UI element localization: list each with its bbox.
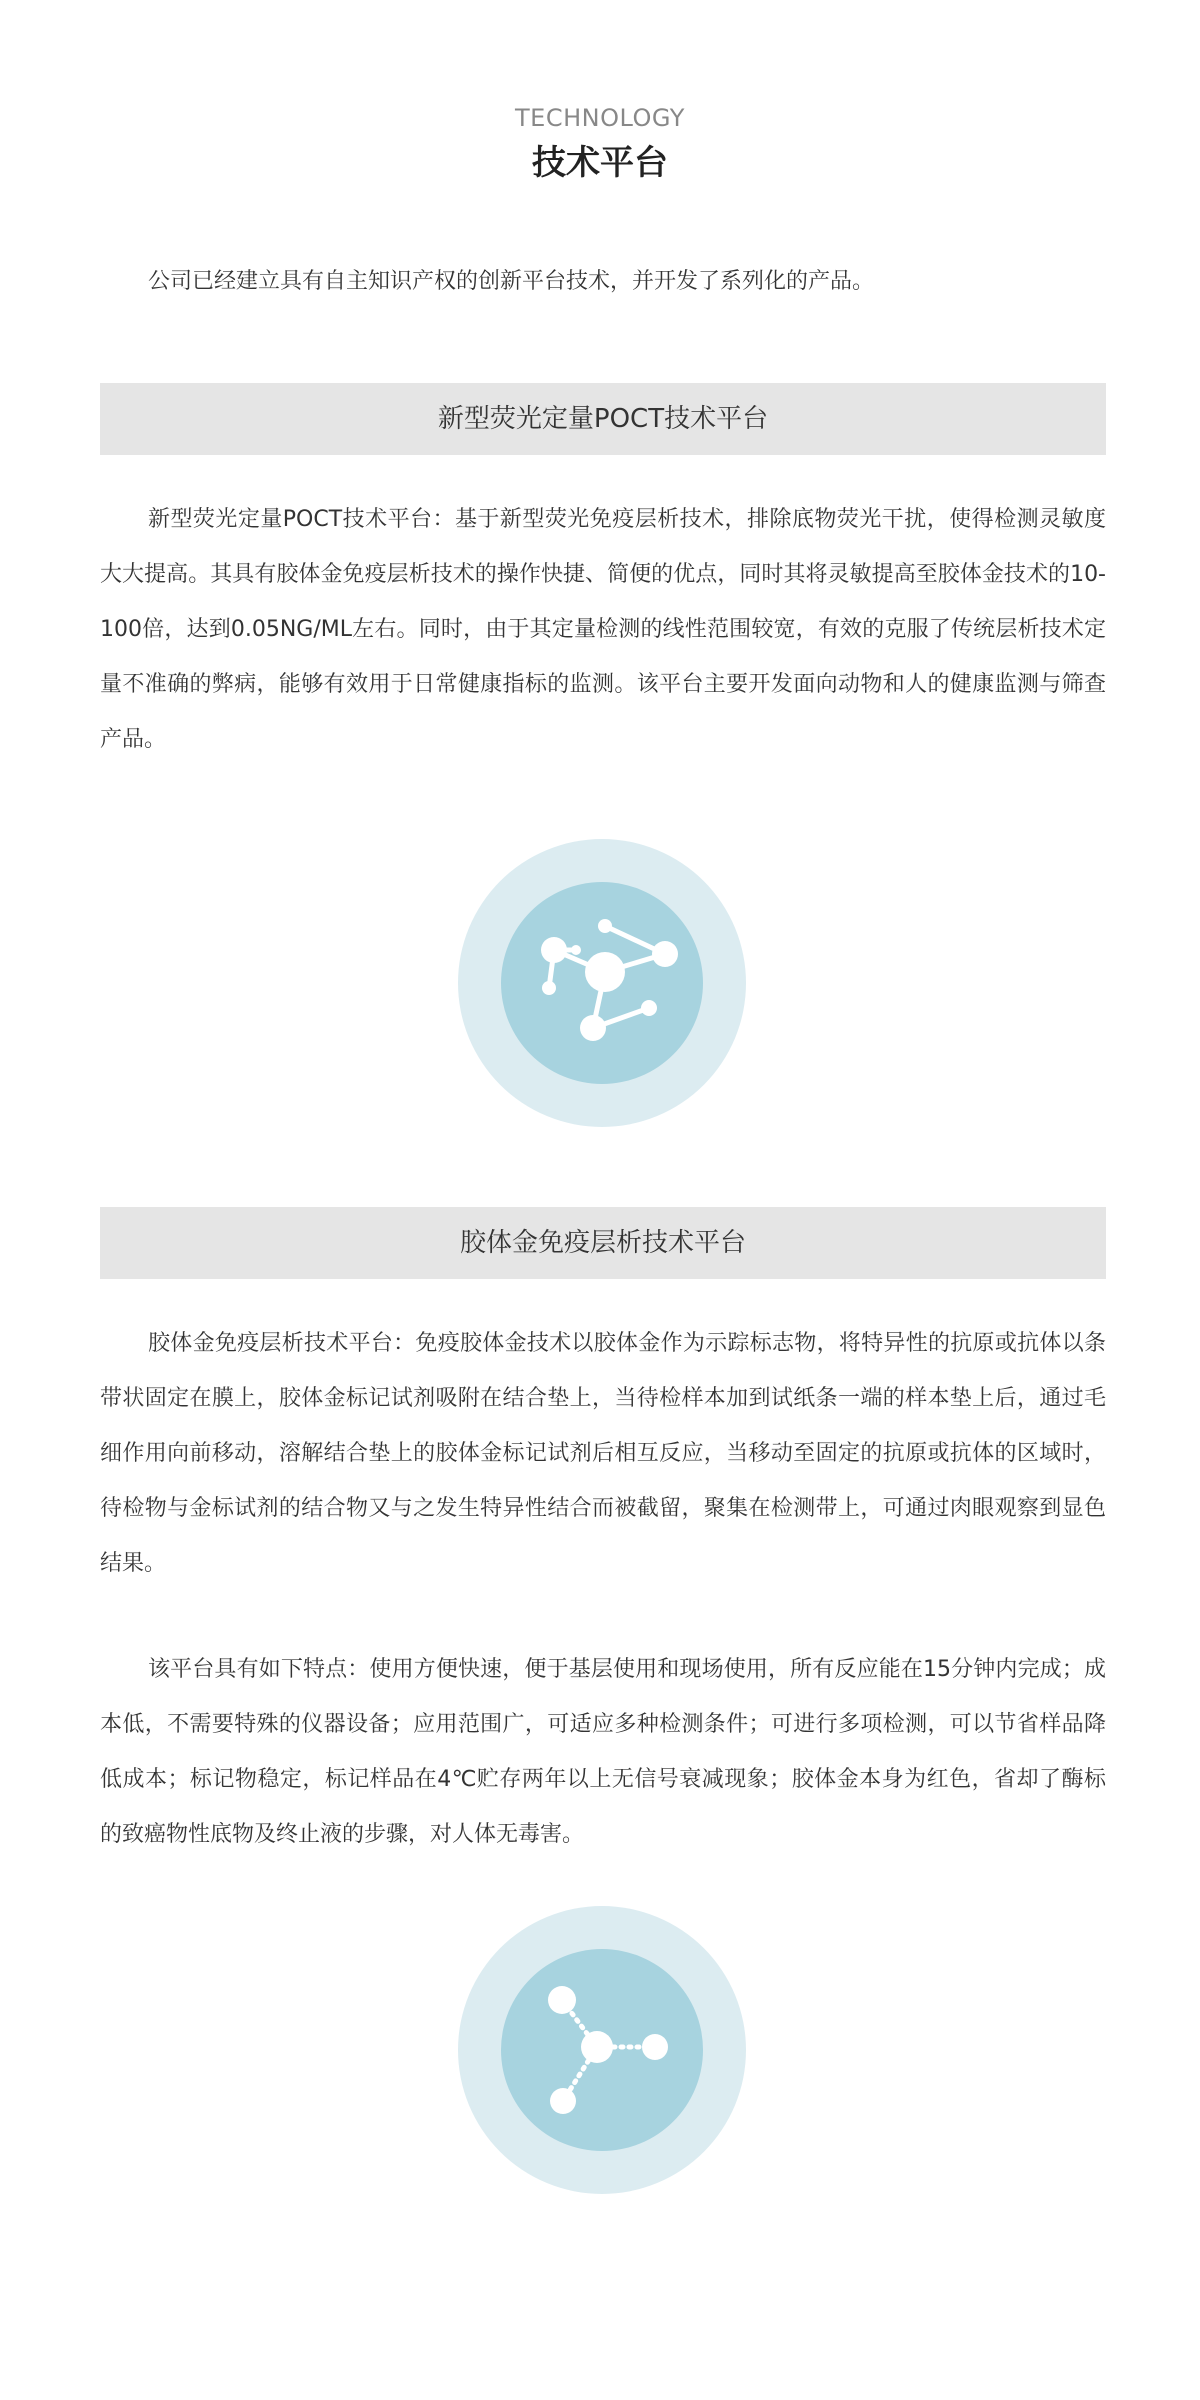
section-heading-fluorescence: 新型荧光定量POCT技术平台	[100, 383, 1106, 455]
page-title: 技术平台	[532, 143, 668, 183]
molecule-network-icon	[457, 838, 747, 1128]
section-heading-colloidal-gold: 胶体金免疫层析技术平台	[100, 1207, 1106, 1279]
section-paragraph-fluorescence: 新型荧光定量POCT技术平台：基于新型荧光免疫层析技术，排除底物荧光干扰，使得检测灵敏度大大提高。其具有胶体金免疫层析技术的操作快捷、简便的优点，同时其将灵敏提高至胶体金技术的10-100倍，达到0.05NG/ML左右。同时，由于其定量检测的线性范围较宽，有效的克服了传统层析技术定量不准确的弊病，能够有效用于日常健康指标的监测。该平台主要开发面向动物和人的健康监测与筛查产品。	[100, 507, 1106, 752]
molecule-branch-icon	[457, 1905, 747, 2195]
section-paragraph-colloidal-gold: 胶体金免疫层析技术平台：免疫胶体金技术以胶体金作为示踪标志物，将特异性的抗原或抗体以条带状固定在膜上，胶体金标记试剂吸附在结合垫上，当待检样本加到试纸条一端的样本垫上后，通过毛细作用向前移动，溶解结合垫上的胶体金标记试剂后相互反应，当移动至固定的抗原或抗体的区域时，待检物与金标试剂的结合物又与之发生特异性结合而被截留，聚集在检测带上，可通过肉眼观察到显色结果。	[100, 1331, 1106, 1576]
section-eyebrow: TECHNOLOGY	[515, 104, 685, 132]
intro-paragraph: 公司已经建立具有自主知识产权的创新平台技术，并开发了系列化的产品。	[148, 269, 875, 294]
section-paragraph-features: 该平台具有如下特点：使用方便快速，便于基层使用和现场使用，所有反应能在15分钟内完成；成本低，不需要特殊的仪器设备；应用范围广，可适应多种检测条件；可进行多项检测，可以节省样品降低成本；标记物稳定，标记样品在4℃贮存两年以上无信号衰减现象；胶体金本身为红色，省却了酶标的致癌物性底物及终止液的步骤，对人体无毒害。	[100, 1657, 1106, 1847]
page-header	[0, 100, 1200, 188]
